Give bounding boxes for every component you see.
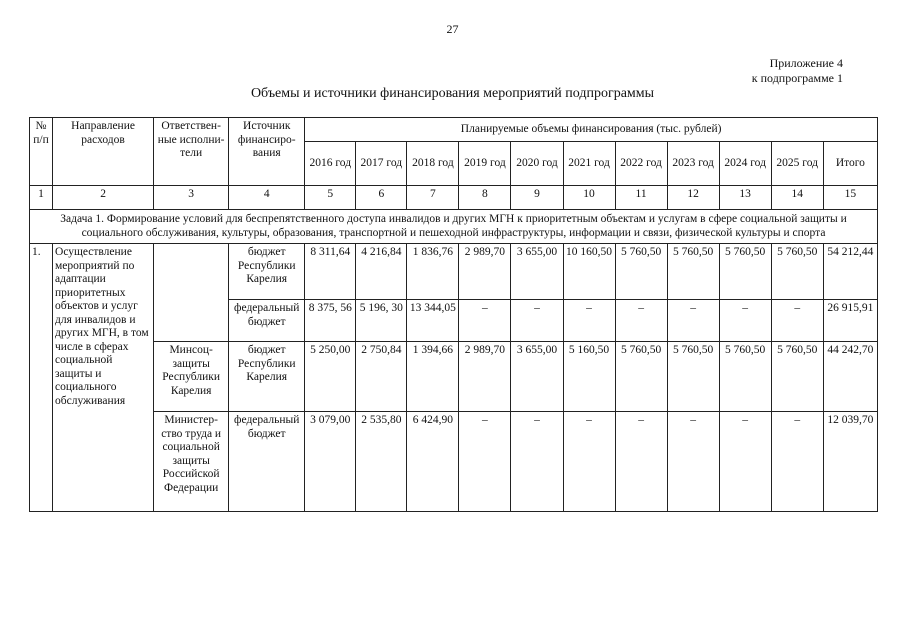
header-source: Источник финансиро-вания bbox=[229, 118, 305, 186]
column-number: 10 bbox=[563, 186, 615, 210]
value-cell: – bbox=[511, 300, 563, 342]
value-cell: 2 750,84 bbox=[356, 342, 407, 412]
value-cell: 5 196, 30 bbox=[356, 300, 407, 342]
header-direction: Направление расходов bbox=[53, 118, 154, 186]
value-cell: 6 424,90 bbox=[407, 412, 459, 512]
value-cell: – bbox=[667, 412, 719, 512]
header-year: 2018 год bbox=[407, 142, 459, 186]
value-cell: – bbox=[667, 300, 719, 342]
header-num: № п/п bbox=[30, 118, 53, 186]
header-year: 2023 год bbox=[667, 142, 719, 186]
value-cell: 5 760,50 bbox=[615, 244, 667, 300]
value-cell: – bbox=[771, 412, 823, 512]
column-number: 11 bbox=[615, 186, 667, 210]
column-number: 6 bbox=[356, 186, 407, 210]
value-cell: 5 760,50 bbox=[771, 342, 823, 412]
value-cell: 1 836,76 bbox=[407, 244, 459, 300]
row-source: федеральный бюджет bbox=[229, 300, 305, 342]
task-description: Задача 1. Формирование условий для беспрепятственного доступа инвалидов и других МГН к приоритетным объектам и услугам в сфере социальной защиты и социального обслуживания, культуры, образования, транспортной и пешеходной инфраструктуры, информации и связи, физической культуры и спорта bbox=[30, 210, 878, 244]
header-year: 2019 год bbox=[459, 142, 511, 186]
column-number: 13 bbox=[719, 186, 771, 210]
column-number: 2 bbox=[53, 186, 154, 210]
value-cell: 13 344,05 bbox=[407, 300, 459, 342]
table-row bbox=[30, 342, 878, 412]
value-cell: 1 394,66 bbox=[407, 342, 459, 412]
header-responsible: Ответствен-ные исполни-тели bbox=[154, 118, 229, 186]
value-cell: – bbox=[615, 412, 667, 512]
row-responsible: Минсоц-защиты Республики Карелия bbox=[154, 342, 229, 412]
value-cell: 5 160,50 bbox=[563, 342, 615, 412]
appendix-line-2: к подпрограмме 1 bbox=[751, 71, 843, 85]
value-cell: 3 079,00 bbox=[305, 412, 356, 512]
value-cell: – bbox=[459, 412, 511, 512]
value-cell: – bbox=[511, 412, 563, 512]
table-row bbox=[30, 244, 878, 300]
row-responsible: Министер-ство труда и социальной защиты Российской Федерации bbox=[154, 412, 229, 512]
total-cell: 12 039,70 bbox=[823, 412, 877, 512]
column-number: 15 bbox=[823, 186, 877, 210]
document-title: Объемы и источники финансирования мероприятий подпрограммы bbox=[250, 86, 655, 101]
financing-table bbox=[29, 117, 878, 512]
item-direction: Осуществление мероприятий по адаптации приоритетных объектов и услуг для инвалидов и других МГН, в том числе в сферах социальной защиты и социального обслуживания bbox=[53, 244, 154, 512]
value-cell: 8 311,64 bbox=[305, 244, 356, 300]
column-number: 9 bbox=[511, 186, 563, 210]
column-number: 5 bbox=[305, 186, 356, 210]
value-cell: 5 250,00 bbox=[305, 342, 356, 412]
column-number: 8 bbox=[459, 186, 511, 210]
value-cell: – bbox=[563, 412, 615, 512]
value-cell: – bbox=[459, 300, 511, 342]
header-year: 2016 год bbox=[305, 142, 356, 186]
value-cell: 4 216,84 bbox=[356, 244, 407, 300]
value-cell: 2 989,70 bbox=[459, 244, 511, 300]
value-cell: 5 760,50 bbox=[719, 342, 771, 412]
value-cell: 5 760,50 bbox=[615, 342, 667, 412]
value-cell: – bbox=[563, 300, 615, 342]
value-cell: 5 760,50 bbox=[771, 244, 823, 300]
header-year: 2022 год bbox=[615, 142, 667, 186]
column-numbers-row bbox=[30, 186, 878, 210]
total-cell: 54 212,44 bbox=[823, 244, 877, 300]
value-cell: 2 989,70 bbox=[459, 342, 511, 412]
page-number: 27 bbox=[446, 22, 459, 36]
value-cell: – bbox=[719, 300, 771, 342]
value-cell: 2 535,80 bbox=[356, 412, 407, 512]
column-number: 4 bbox=[229, 186, 305, 210]
header-year: 2021 год bbox=[563, 142, 615, 186]
appendix-note bbox=[752, 56, 843, 86]
value-cell: – bbox=[615, 300, 667, 342]
value-cell: 3 655,00 bbox=[511, 342, 563, 412]
value-cell: 5 760,50 bbox=[667, 244, 719, 300]
task-row bbox=[30, 210, 878, 244]
column-number: 1 bbox=[30, 186, 53, 210]
item-number: 1. bbox=[30, 244, 53, 512]
value-cell: 3 655,00 bbox=[511, 244, 563, 300]
column-number: 14 bbox=[771, 186, 823, 210]
column-number: 7 bbox=[407, 186, 459, 210]
header-year: 2025 год bbox=[771, 142, 823, 186]
header-year: 2020 год bbox=[511, 142, 563, 186]
value-cell: – bbox=[719, 412, 771, 512]
header-year: 2017 год bbox=[356, 142, 407, 186]
value-cell: 10 160,50 bbox=[563, 244, 615, 300]
row-responsible bbox=[154, 244, 229, 342]
value-cell: 8 375, 56 bbox=[305, 300, 356, 342]
header-row bbox=[30, 118, 878, 142]
header-year: 2024 год bbox=[719, 142, 771, 186]
value-cell: 5 760,50 bbox=[667, 342, 719, 412]
value-cell: – bbox=[771, 300, 823, 342]
table-row bbox=[30, 412, 878, 512]
header-total: Итого bbox=[823, 142, 877, 186]
appendix-line-1: Приложение 4 bbox=[769, 56, 843, 70]
column-number: 3 bbox=[154, 186, 229, 210]
value-cell: 5 760,50 bbox=[719, 244, 771, 300]
column-number: 12 bbox=[667, 186, 719, 210]
header-planned: Планируемые объемы финансирования (тыс. рублей) bbox=[305, 118, 878, 142]
row-source: федеральный бюджет bbox=[229, 412, 305, 512]
total-cell: 44 242,70 bbox=[823, 342, 877, 412]
row-source: бюджет Республики Карелия bbox=[229, 244, 305, 300]
row-source: бюджет Республики Карелия bbox=[229, 342, 305, 412]
total-cell: 26 915,91 bbox=[823, 300, 877, 342]
